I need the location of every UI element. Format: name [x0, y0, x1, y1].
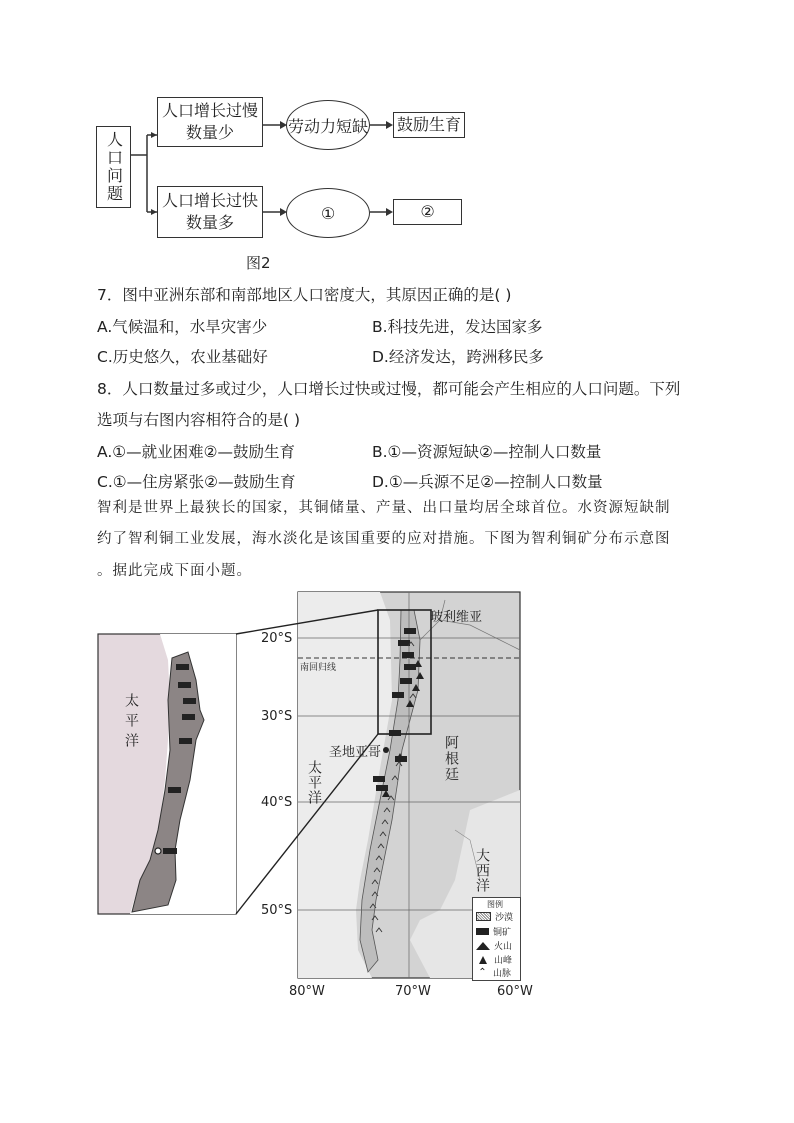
copper-icon — [476, 928, 489, 935]
desert-icon — [476, 912, 491, 921]
argentina-label: 阿根廷 — [443, 735, 459, 783]
passage-line-3: 。据此完成下面小题。 — [97, 563, 252, 579]
inset-pacific-label: 太平洋 — [123, 693, 139, 753]
lat-40s-label: 40°S — [261, 795, 293, 810]
q7-option-a: A.气候温和，水旱灾害少 — [97, 318, 268, 336]
slow-growth-box: 人口增长过慢 数量少 — [157, 97, 263, 147]
tropic-label: 南回归线 — [300, 663, 337, 673]
pacific-label: 太平洋 — [306, 760, 322, 805]
mountain-range-icon: ⌃ — [478, 966, 487, 978]
bolivia-label: 玻利维亚 — [430, 610, 483, 625]
chile-copper-map — [0, 580, 794, 1010]
volcano-icon — [476, 942, 490, 950]
lat-30s-label: 30°S — [261, 709, 293, 724]
santiago-label: 圣地亚哥 — [329, 745, 382, 760]
legend-title: 图例 — [487, 900, 503, 909]
q8-option-d: D.①—兵源不足②—控制人口数量 — [372, 473, 603, 491]
passage-line-1: 智利是世界上最狭长的国家，其铜储量、产量、出口量均居全球首位。水资源短缺制 — [97, 500, 671, 516]
question-8-stem-line2: 选项与右图内容相符合的是( ) — [97, 411, 301, 429]
blank-1-oval: ① — [286, 188, 370, 238]
santiago-marker — [383, 747, 389, 753]
figure-caption: 图2 — [246, 254, 271, 272]
fast-growth-box: 人口增长过快 数量多 — [157, 186, 263, 238]
map-legend — [472, 897, 521, 981]
legend-peak: 山峰 — [476, 953, 512, 966]
inset-santiago-marker — [155, 848, 161, 854]
legend-mountain-range: ⌃ 山脉 — [476, 966, 511, 979]
q7-option-d: D.经济发达，跨洲移民多 — [372, 348, 544, 366]
peak-icon — [479, 956, 487, 964]
blank-2-box: ② — [393, 199, 462, 225]
population-problem-label: 人口问题 — [104, 131, 124, 203]
passage-line-2: 约了智利铜工业发展，海水淡化是该国重要的应对措施。下图为智利铜矿分布示意图 — [97, 531, 671, 547]
labor-shortage-oval: 劳动力短缺 — [286, 100, 370, 150]
legend-copper: 铜矿 — [476, 925, 511, 938]
legend-volcano: 火山 — [476, 939, 512, 952]
lat-20s-label: 20°S — [261, 631, 293, 646]
lat-50s-label: 50°S — [261, 903, 293, 918]
lon-80w-label: 80°W — [289, 984, 325, 999]
q8-option-c: C.①—住房紧张②—鼓励生育 — [97, 473, 296, 491]
encourage-birth-box: 鼓励生育 — [393, 112, 465, 138]
lon-60w-label: 60°W — [497, 984, 533, 999]
population-problem-box — [96, 126, 131, 208]
q7-option-c: C.历史悠久，农业基础好 — [97, 348, 268, 366]
question-8-stem-line1: 8．人口数量过多或过少，人口增长过快或过慢，都可能会产生相应的人口问题。下列 — [97, 380, 681, 398]
q8-option-b: B.①—资源短缺②—控制人口数量 — [372, 443, 602, 461]
q7-option-b: B.科技先进，发达国家多 — [372, 318, 543, 336]
question-7-stem: 7．图中亚洲东部和南部地区人口密度大，其原因正确的是( ) — [97, 286, 512, 304]
q8-option-a: A.①—就业困难②—鼓励生育 — [97, 443, 296, 461]
legend-desert: 沙漠 — [476, 910, 513, 923]
atlantic-label: 大西洋 — [474, 848, 490, 893]
lon-70w-label: 70°W — [395, 984, 431, 999]
